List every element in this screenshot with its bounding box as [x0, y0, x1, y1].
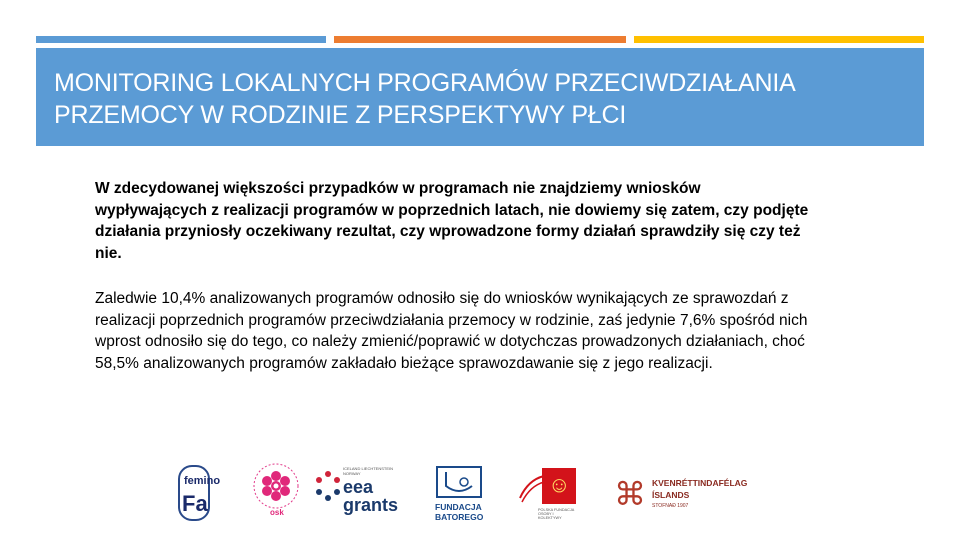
paragraph-regular: Zaledwie 10,4% analizowanych programów odnosiło się do wniosków wynikających ze sprawozdań z realizacji poprzednich programów przeciwdziałania przemocy w rodzinie, zaś jedynie 7,6% spośród nich wprost odnosiło się do tego, co należy zmienić/poprawić w dotychczas prowadzonych działaniach, choć 58,5% analizowanych programów zakładało bieżące sprawozdawanie się z jego realizacji.	[95, 290, 808, 372]
batory-line2: BATOREGO	[435, 512, 484, 522]
paragraph-bold: W zdecydowanej większości przypadków w programach nie znajdziemy wniosków wypływających z realizacji programów w poprzednich latach, nie dowiemy się zatem, czy podjęte działania przyniosły oczekiwany rezultat, czy wprowadzone formy działań sprawdziły się czy też nie.	[95, 180, 809, 262]
femino-logo-text: femino	[184, 475, 221, 487]
partner-logos	[170, 462, 770, 522]
title-band	[36, 48, 924, 146]
batory-emblem-icon	[436, 466, 482, 498]
kvenrettindafelag-logo	[610, 472, 770, 522]
title-line-2: PRZEMOCY W RODZINIE Z PERSPEKTYWY PŁCI	[54, 101, 627, 129]
red-square-icon: ☺	[542, 468, 576, 504]
accent-bar-gold	[634, 36, 924, 43]
femino-logo-mark: Fa	[182, 491, 208, 516]
slide-title	[54, 67, 924, 131]
batory-line1: FUNDACJA	[435, 502, 482, 512]
fundacja-batorego-logo	[432, 466, 488, 524]
grants-wordmark: grants	[343, 495, 399, 515]
eea-countries: ICELAND LIECHTENSTEIN NORWAY	[343, 466, 394, 476]
femino-logo	[178, 465, 221, 521]
eea-dots-icon	[315, 470, 341, 510]
title-line-1: MONITORING LOKALNYCH PROGRAMÓW PRZECIWDZIAŁANIA	[54, 69, 796, 97]
accent-bar-orange	[334, 36, 626, 43]
kvr-line1: KVENRÉTTINDAFÉLAG	[652, 478, 748, 488]
red-foundation-logo	[518, 464, 578, 522]
eea-grants-logo	[315, 462, 405, 520]
eea-wordmark: eea	[343, 477, 374, 497]
batory-text	[435, 502, 483, 522]
slide-body	[95, 178, 815, 374]
accent-bar-blue	[36, 36, 326, 43]
kvr-emblem-icon: ⌘	[614, 476, 646, 512]
kvr-line3: STOFNAÐ 1907	[652, 503, 689, 509]
batory-arc-icon	[438, 468, 480, 496]
osk-logo-text: osk	[270, 508, 284, 517]
kvr-line2: ÍSLANDS	[652, 490, 690, 500]
osk-logo	[248, 462, 304, 520]
red-logo-subtext: POLSKA FUNDACJA OSOBY I KOLEKTYWY	[538, 508, 575, 520]
